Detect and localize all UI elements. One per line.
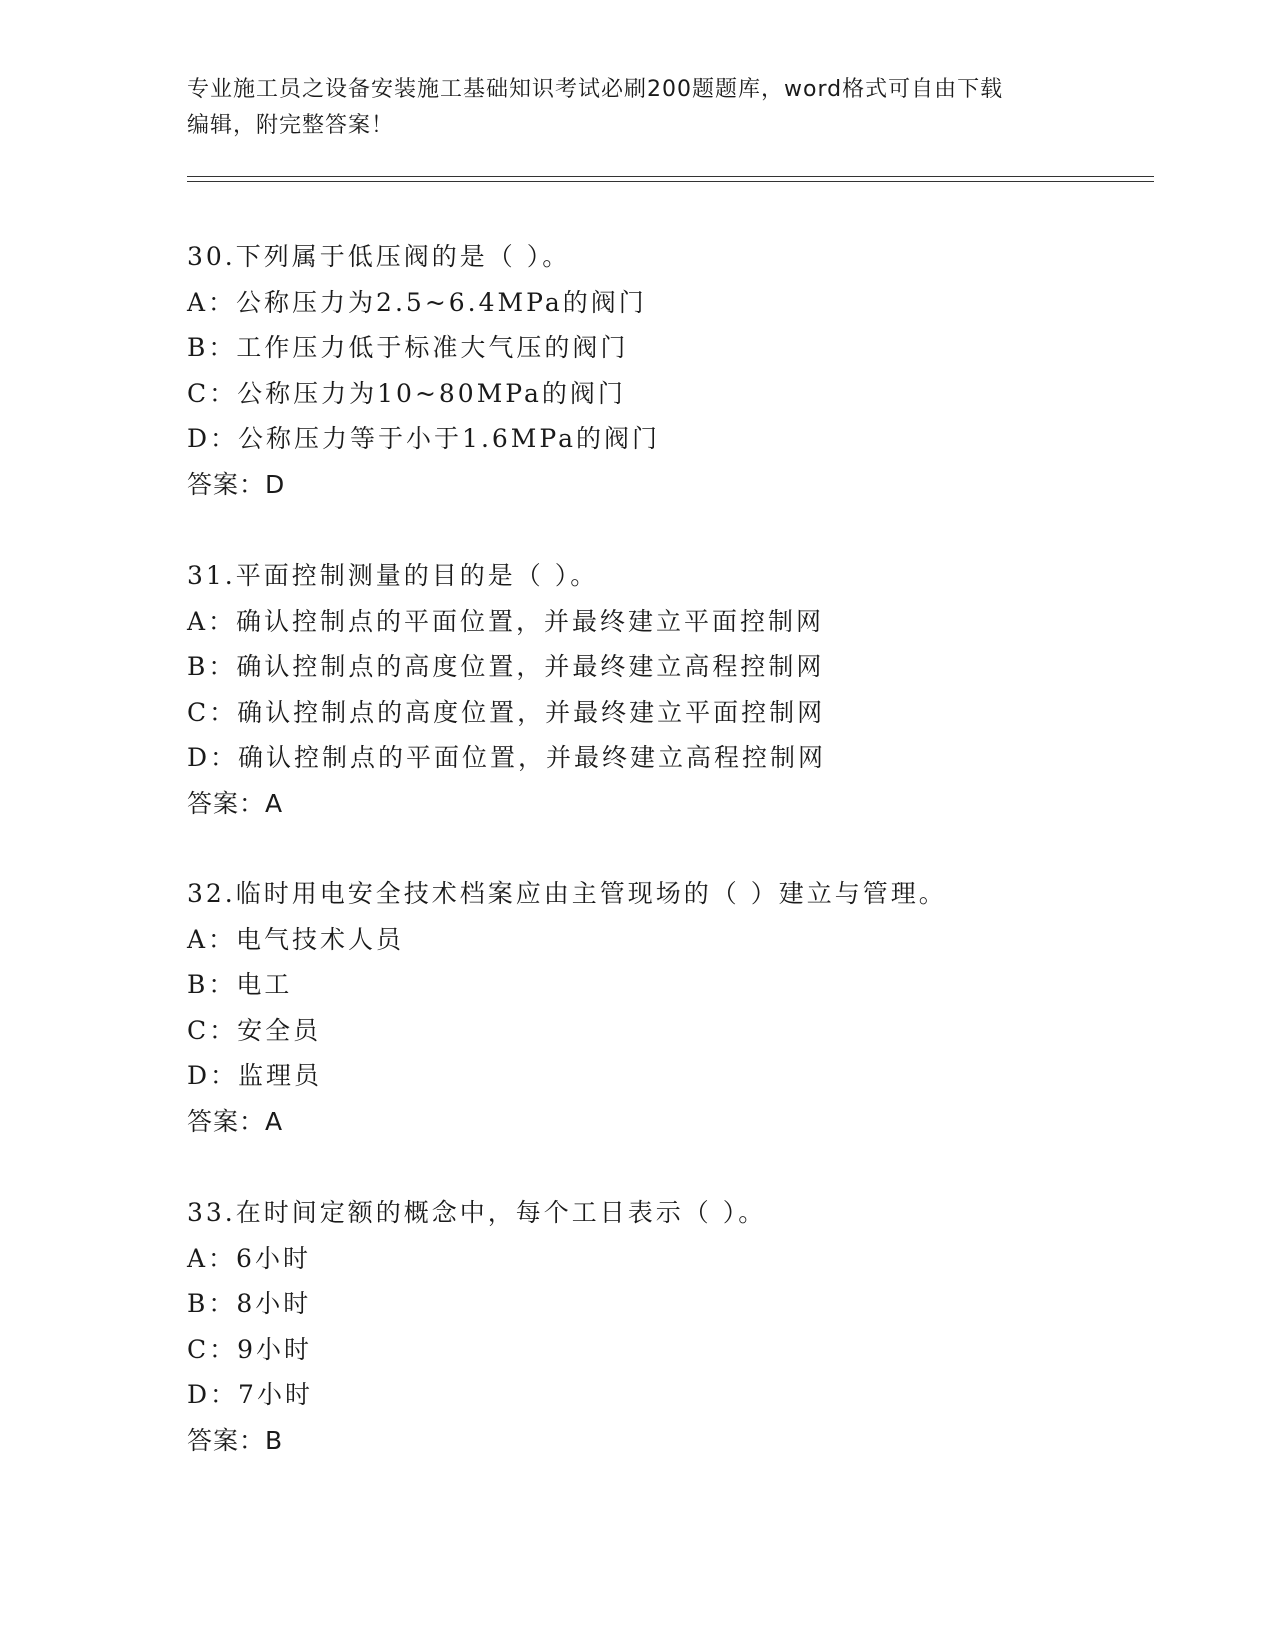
option-c: C：公称压力为10~80MPa的阀门: [187, 378, 626, 408]
option-b: B：电工: [187, 970, 293, 999]
answer-line: [187, 781, 1147, 827]
header-line-2: 编辑，附完整答案！: [187, 113, 395, 138]
option-b: B：工作压力低于标准大气压的阀门: [187, 333, 629, 362]
answer-label: 答案：: [187, 1106, 266, 1136]
question-stem: 32.临时用电安全技术档案应由主管现场的（ ）建立与管理。: [187, 879, 947, 908]
answer-value: B: [265, 1425, 284, 1455]
answer-label: 答案：: [187, 788, 266, 818]
option-a: A：公称压力为2.5~6.4MPa的阀门: [187, 287, 647, 317]
question-32: [187, 871, 1147, 1144]
answer-line: [187, 462, 1147, 508]
option-b: B：8小时: [187, 1289, 312, 1318]
question-stem: 33.在时间定额的概念中，每个工日表示（ ）。: [187, 1198, 767, 1227]
option-c: C：9小时: [187, 1334, 313, 1364]
answer-label: 答案：: [187, 1425, 266, 1455]
option-a: A：6小时: [187, 1243, 311, 1273]
answer-label: 答案：: [187, 469, 266, 499]
answer-line: [187, 1099, 1147, 1145]
option-a: A：确认控制点的平面位置，并最终建立平面控制网: [187, 606, 825, 636]
question-33: [187, 1190, 1147, 1463]
question-30: [187, 234, 1147, 507]
answer-line: [187, 1418, 1147, 1464]
option-c: C：安全员: [187, 1015, 322, 1045]
option-d: D：确认控制点的平面位置，并最终建立高程控制网: [187, 743, 827, 772]
question-stem: 31.平面控制测量的目的是（ ）。: [187, 561, 599, 590]
header-double-rule: [187, 176, 1154, 182]
document-header: [187, 72, 1067, 144]
option-b: B：确认控制点的高度位置，并最终建立高程控制网: [187, 652, 825, 681]
option-c: C：确认控制点的高度位置，并最终建立平面控制网: [187, 697, 826, 727]
question-stem: 30.下列属于低压阀的是（ ）。: [187, 242, 571, 271]
header-line-1: 专业施工员之设备安装施工基础知识考试必刷200题题库，word格式可自由下载: [187, 77, 1004, 102]
option-d: D：监理员: [187, 1061, 323, 1090]
answer-value: A: [265, 1106, 284, 1136]
question-31: [187, 553, 1147, 826]
option-d: D：7小时: [187, 1380, 313, 1409]
option-d: D：公称压力等于小于1.6MPa的阀门: [187, 424, 661, 453]
answer-value: D: [265, 469, 286, 499]
answer-value: A: [265, 788, 284, 818]
option-a: A：电气技术人员: [187, 924, 405, 954]
